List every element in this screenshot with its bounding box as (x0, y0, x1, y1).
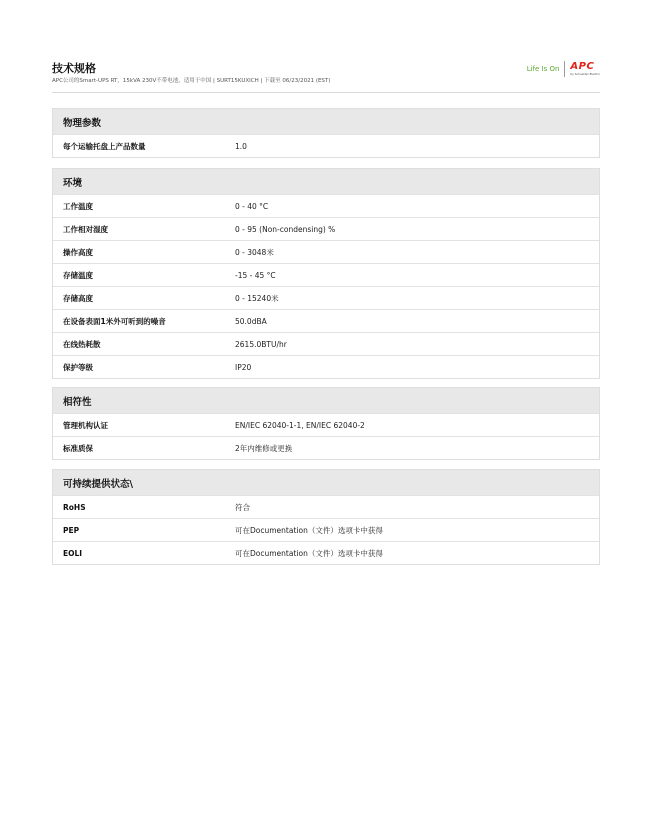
spec-value: -15 - 45 °C (235, 270, 276, 280)
spec-row (53, 194, 599, 217)
spec-value: 可在Documentation（文件）选项卡中获得 (235, 548, 383, 558)
section-title: 可持续提供状态\ (53, 470, 599, 495)
spec-label: 在线热耗散 (63, 339, 101, 349)
logo-text: APC (570, 61, 595, 72)
spec-label: 工作相对湿度 (63, 224, 108, 234)
spec-row (53, 355, 599, 378)
spec-label: 管理机构认证 (63, 420, 108, 430)
spec-label: 存储高度 (63, 293, 93, 303)
apc-logo (570, 62, 600, 76)
spec-value: 0 - 3048米 (235, 247, 274, 257)
spec-label: 操作高度 (63, 247, 93, 257)
spec-value: IP20 (235, 362, 252, 372)
spec-label: EOLI (63, 548, 83, 558)
section-physical (52, 108, 600, 158)
spec-value: 0 - 40 °C (235, 201, 269, 211)
spec-value: 2615.0BTU/hr (235, 339, 287, 349)
brand-divider (564, 61, 565, 77)
spec-value: 2年内维修或更换 (235, 443, 293, 453)
brand-block (527, 58, 600, 80)
section-title: 物理参数 (53, 109, 599, 134)
spec-row (53, 495, 599, 518)
page-title: 技术规格 (52, 62, 96, 75)
spec-value: EN/IEC 62040-1-1, EN/IEC 62040-2 (235, 420, 365, 430)
spec-row (53, 413, 599, 436)
spec-label: 标准质保 (63, 443, 93, 453)
spec-label: 在设备表面1米外可听到的噪音 (63, 316, 166, 326)
spec-row (53, 240, 599, 263)
spec-row (53, 332, 599, 355)
spec-row (53, 309, 599, 332)
section-compliance (52, 387, 600, 460)
spec-label: 保护等级 (63, 362, 93, 372)
spec-row (53, 541, 599, 564)
spec-label: 存储温度 (63, 270, 93, 280)
spec-label: 工作温度 (63, 201, 93, 211)
spec-value: 1.0 (235, 141, 247, 151)
spec-row (53, 436, 599, 459)
spec-value: 可在Documentation（文件）选项卡中获得 (235, 525, 383, 535)
spec-value: 0 - 95 (Non-condensing) % (235, 224, 336, 234)
section-environment (52, 168, 600, 379)
spec-row (53, 217, 599, 240)
logo-subtext: by Schneider Electric (570, 72, 600, 76)
spec-row (53, 286, 599, 309)
spec-row (53, 134, 599, 157)
spec-label: RoHS (63, 502, 86, 512)
section-title: 相符性 (53, 388, 599, 413)
spec-label: PEP (63, 525, 80, 535)
spec-value: 0 - 15240米 (235, 293, 279, 303)
section-title: 环境 (53, 169, 599, 194)
section-sustainability (52, 469, 600, 565)
document-header (52, 58, 600, 93)
spec-value: 50.0dBA (235, 316, 267, 326)
spec-label: 每个运输托盘上产品数量 (63, 141, 146, 151)
spec-row (53, 263, 599, 286)
spec-value: 符合 (235, 502, 250, 512)
page-subtitle: APC公司的Smart-UPS RT，15kVA 230V不带电池，适用于中国 | SURT15KUXICH | 下载至 06/23/2021 (EST) (52, 78, 331, 84)
spec-row (53, 518, 599, 541)
brand-tagline: Life Is On (526, 65, 560, 73)
